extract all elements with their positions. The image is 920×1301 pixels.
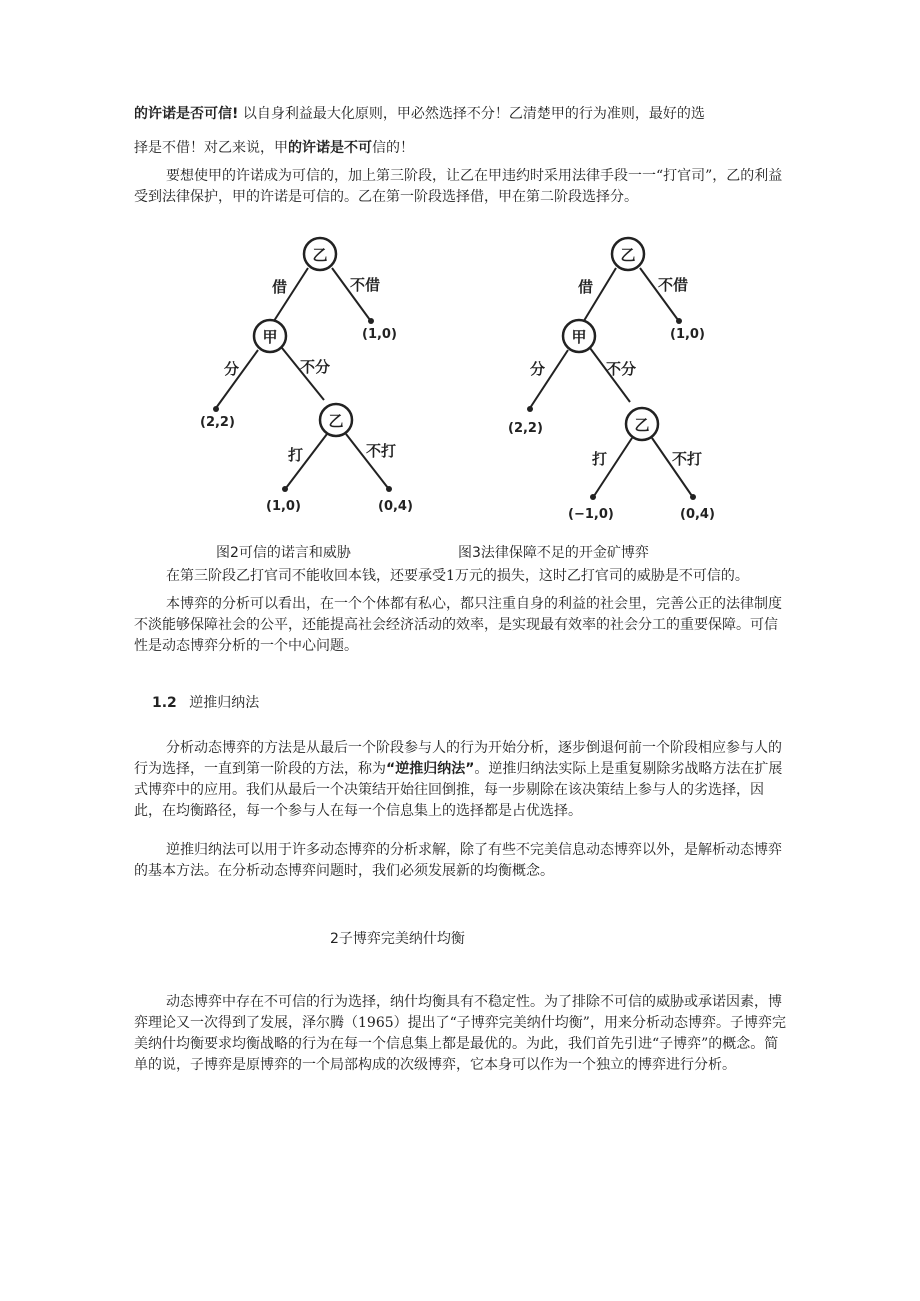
intro-line-2 (134, 138, 788, 159)
figure-3-node-yi-label: 乙 (620, 246, 636, 264)
figure-2-payoff-da: (1,0) (266, 499, 301, 514)
figure-3-caption: 图3法律保障不足的开金矿博弈 (458, 545, 649, 561)
section-1-2-paragraph-1-b: 。逆推归纳法实际上是重复剔除劣战略方法在扩展式博弈中的应用。我们从最后一个决策结开始往回倒推，每一步剔除在该决策结上参与人的劣选择，因此，在均衡路径，每一个参与人在每一个信息集上的选择都是占优选择。 (134, 761, 783, 819)
figure-3-edge-bujie: 不借 (658, 276, 689, 294)
figure-2-node-yi2-label: 乙 (328, 412, 344, 430)
section-1-2-paragraph-1-a: 分析动态博弈的方法是从最后一个阶段参与人的行为开始分析，逐步倒退何前一个阶段相应参与人的行为选择，一直到第一阶段的方法，称为 (134, 740, 782, 777)
figure-2-edge-bujie: 不借 (350, 276, 381, 294)
figure-2-node-jia-label: 甲 (262, 328, 278, 346)
figure-2-edge-fen: 分 (224, 360, 240, 378)
section-2-paragraph-1: 动态博弈中存在不可信的行为选择，纳什均衡具有不稳定性。为了排除不可信的威胁或承诺因素，博弈理论又一次得到了发展，泽尔腾（1965）提出了“子博弈完美纳什均衡”，用来分析动态博弈。子博弈完美纳什均衡要求均衡战略的行为在每一个信息集上都是最优的。为此，我们首先引进“子博弈”的概念。简单的说，子博弈是原博弈的一个局部构成的次级博弈，它本身可以作为一个独立的博弈进行分析。 (134, 994, 786, 1073)
figure-3-edge-jie: 借 (578, 278, 594, 296)
figure-2-terminal-bujie (368, 318, 374, 324)
section-1-2-paragraph-2: 逆推归纳法可以用于许多动态博弈的分析求解，除了有些不完美信息动态博弈以外，是解析动态博弈的基本方法。在分析动态博弈问题时，我们必须发展新的均衡概念。 (134, 842, 782, 879)
after-figure-paragraph-2: 本博弈的分析可以看出，在一个个体都有私心，都只注重自身的利益的社会里，完善公正的法律制度不淡能够保障社会的公平，还能提高社会经济活动的效率，是实现最有效率的社会分工的重要保障。可信性是动态博弈分析的一个中心问题。 (134, 596, 782, 654)
figure-2-terminal-buda (386, 486, 392, 492)
figure-3-node-yi2-label: 乙 (634, 416, 650, 434)
section-1-2-heading (152, 692, 259, 712)
figure-2-node-yi-label: 乙 (312, 246, 328, 264)
figure-3-terminal-buda (690, 494, 696, 500)
figure-2-edge-bufen: 不分 (300, 358, 331, 376)
figure-2-edge-da: 打 (288, 446, 304, 464)
figure-2-edge-jie: 借 (272, 278, 288, 296)
figure-2-payoff-bujie: (1,0) (362, 327, 397, 342)
after-figure-paragraph-1: 在第三阶段乙打官司不能收回本钱，还要承受1万元的损失，这时乙打官司的威胁是不可信的。 (166, 568, 749, 584)
figure-2-terminal-da (282, 486, 288, 492)
section-1-2-title: 逆推归纳法 (189, 695, 260, 711)
figure-3-payoff-da: (−1,0) (568, 507, 614, 522)
figure-2-payoff-fen: (2,2) (200, 415, 235, 430)
figure-3-terminal-fen (527, 406, 533, 412)
intro-line-2-b: 信的！ (372, 140, 414, 156)
figure-3-payoff-bujie: (1,0) (670, 327, 705, 342)
section-1-2-paragraph-1 (134, 738, 788, 822)
section-1-2-number: 1.2 (152, 695, 177, 711)
section-2-heading: 2子博弈完美纳什均衡 (330, 931, 465, 947)
section-1-2-term: “逆推归纳法” (386, 761, 475, 777)
intro-line-1-bold: 的许诺是否可信! (134, 106, 239, 122)
intro-line-2-a: 择是不借！对乙来说，甲 (134, 140, 288, 156)
figure-3-node-jia-label: 甲 (571, 328, 587, 346)
figure-2-caption: 图2可信的诺言和威胁 (216, 545, 351, 561)
figure-3-game-tree (494, 232, 734, 524)
figure-3-payoff-buda: (0,4) (680, 507, 715, 522)
intro-line-2-bold: 的许诺是不可 (288, 140, 372, 156)
figure-2-edge-buda: 不打 (366, 442, 397, 460)
figure-3-edge-da: 打 (592, 450, 608, 468)
figure-3-edge-buda: 不打 (672, 450, 703, 468)
figure-3-terminal-da (590, 494, 596, 500)
intro-line-1-text: 以自身利益最大化原则，甲必然选择不分！乙清楚甲的行为准则，最好的选 (242, 106, 705, 122)
figure-3-payoff-fen: (2,2) (508, 421, 543, 436)
figure-3-terminal-bujie (676, 318, 682, 324)
figure-2-game-tree (190, 232, 430, 524)
figure-2-terminal-fen (213, 406, 219, 412)
intro-paragraph-2: 要想使甲的许诺成为可信的，加上第三阶段，让乙在甲违约时采用法律手段一一“打官司”，乙的利益受到法律保护，甲的许诺是可信的。乙在第一阶段选择借，甲在第二阶段选择分。 (134, 168, 783, 205)
figure-2-payoff-buda: (0,4) (378, 499, 413, 514)
figure-3-edge-bufen: 不分 (606, 360, 637, 378)
intro-line-1 (134, 104, 788, 125)
figure-3-edge-fen: 分 (530, 360, 546, 378)
